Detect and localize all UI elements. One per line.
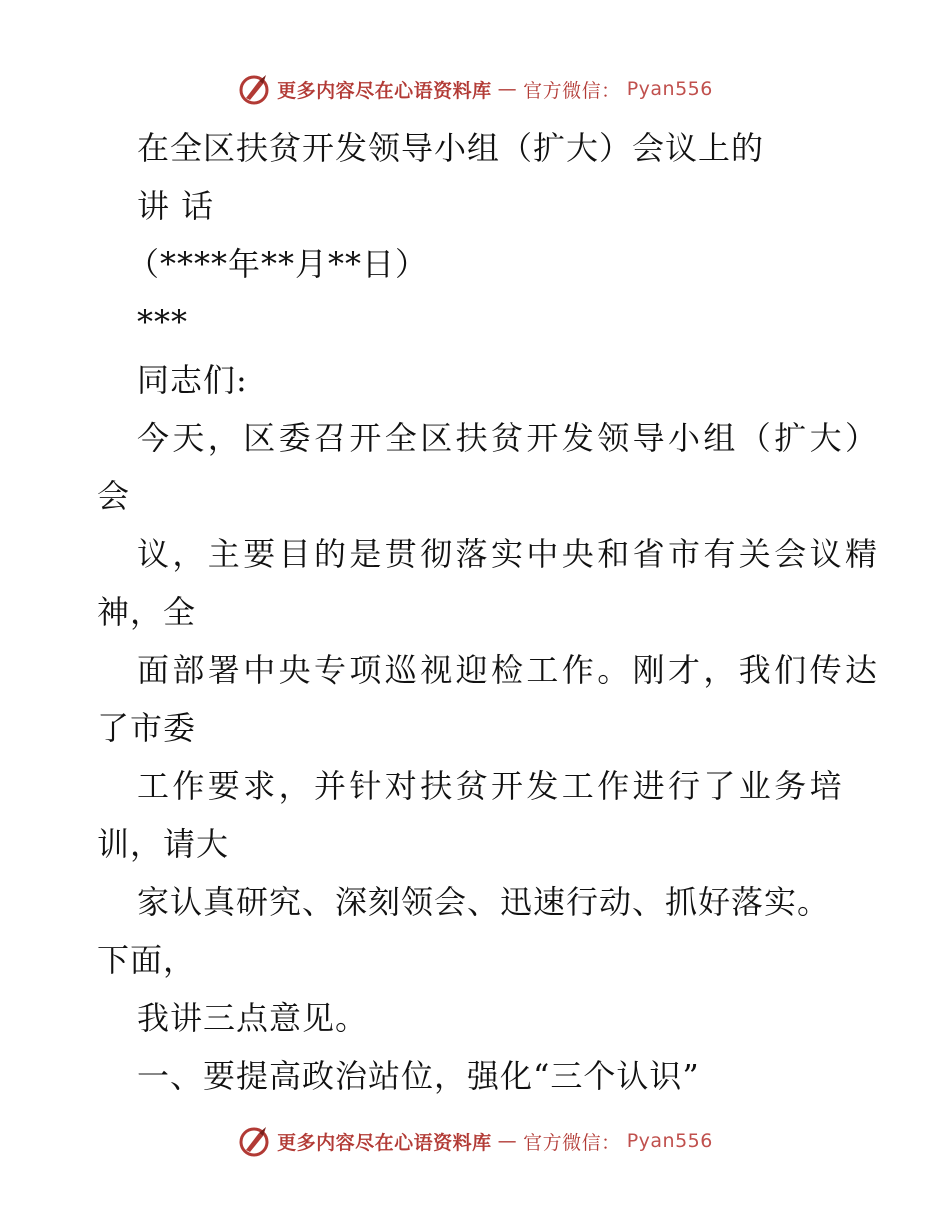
paragraph-line: 下面， — [97, 941, 197, 979]
paragraph-line: 家认真研究、深刻领会、迅速行动、抓好落实。 — [137, 883, 831, 921]
watermark-wechat-label: 官方微信： — [523, 1131, 621, 1154]
watermark-wechat-id: Pyan556 — [626, 78, 713, 100]
paragraph-line: 面部署中央专项巡视迎检工作。刚才，我们传达 — [137, 651, 881, 689]
quill-logo-icon — [237, 72, 271, 106]
footer-watermark — [0, 1124, 950, 1158]
paragraph-line: 了市委 — [97, 709, 197, 747]
watermark-main-text: 更多内容尽在心语资料库 — [277, 79, 492, 102]
header-watermark — [0, 72, 950, 106]
watermark-wechat-label: 官方微信： — [523, 79, 621, 102]
speech-date: （****年**月**日） — [127, 245, 429, 283]
paragraph-line: 训，请大 — [97, 825, 230, 863]
paragraph-line: 工作要求，并针对扶贫开发工作进行了业务培 — [137, 767, 846, 805]
paragraph-line: 我讲三点意见。 — [137, 999, 369, 1037]
watermark-dash: — — [497, 1130, 518, 1152]
paragraph-line: 神，全 — [97, 593, 197, 631]
title-line-1: 在全区扶贫开发领导小组（扩大）会议上的 — [137, 129, 765, 167]
section-heading: 一、要提高政治站位，强化“三个认识” — [137, 1057, 700, 1095]
watermark-main-text: 更多内容尽在心语资料库 — [277, 1131, 492, 1154]
watermark-dash: — — [497, 78, 518, 100]
paragraph-line: 今天，区委召开全区扶贫开发领导小组（扩大） — [137, 419, 881, 457]
paragraph-line: 议，主要目的是贯彻落实中央和省市有关会议精 — [137, 535, 881, 573]
watermark-wechat-id: Pyan556 — [626, 1130, 713, 1152]
quill-logo-icon — [237, 1124, 271, 1158]
title-line-2: 讲 话 — [137, 187, 215, 225]
paragraph-line: 会 — [97, 477, 131, 515]
speaker-name: *** — [137, 303, 188, 341]
salutation: 同志们: — [137, 361, 248, 399]
